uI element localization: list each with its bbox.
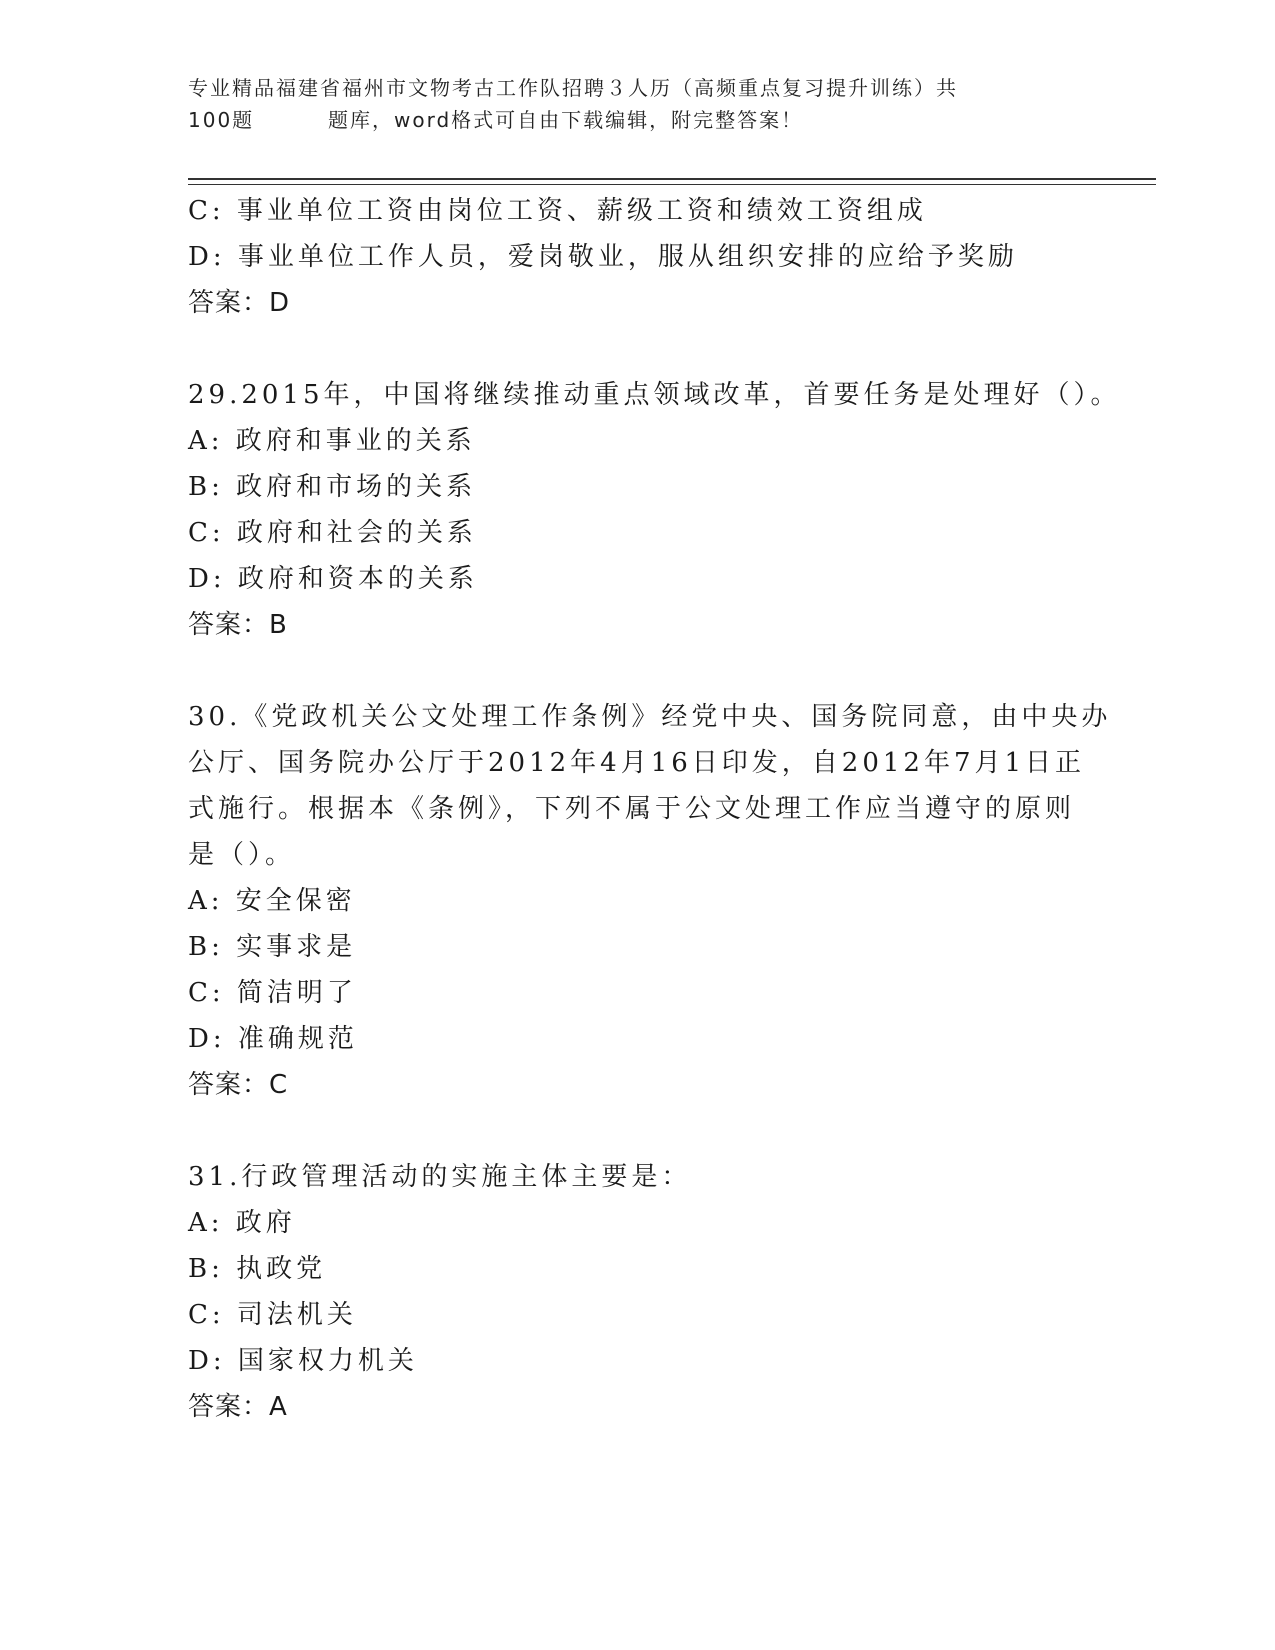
option-c: C: 政府和社会的关系 <box>188 518 477 548</box>
option-a: A: 政府和事业的关系 <box>188 426 476 456</box>
option-b: B: 政府和市场的关系 <box>188 472 477 502</box>
answer-line: 答案：B <box>188 610 288 640</box>
option-d: D: 政府和资本的关系 <box>188 564 478 594</box>
question-stem-line-2: 公厅、国务院办公厅于2012年4月16日印发，自2012年7月1日正 <box>188 748 1086 778</box>
header-question-count: 100题 <box>188 108 255 132</box>
document-header <box>188 72 1068 136</box>
header-title-line: 专业精品福建省福州市文物考古工作队招聘３人历（高频重点复习提升训练）共 <box>188 76 958 100</box>
question-stem-line-3: 式施行。根据本《条例》，下列不属于公文处理工作应当遵守的原则 <box>188 794 1076 824</box>
option-d: D: 事业单位工作人员，爱岗敬业，服从组织安排的应给予奖励 <box>188 242 1018 272</box>
header-divider-thick <box>188 178 1156 180</box>
document-body <box>188 188 1121 1430</box>
option-c: C: 简洁明了 <box>188 978 357 1008</box>
header-subtitle-line <box>188 104 1068 136</box>
option-a: A: 政府 <box>188 1208 296 1238</box>
option-d: D: 准确规范 <box>188 1024 358 1054</box>
answer-line: 答案：D <box>188 288 291 318</box>
question-31 <box>188 1154 1088 1430</box>
spacer <box>188 648 1088 694</box>
option-d: D: 国家权力机关 <box>188 1346 418 1376</box>
option-a: A: 安全保密 <box>188 886 356 916</box>
spacer <box>188 1108 1088 1154</box>
question-stem: 31.行政管理活动的实施主体主要是： <box>188 1162 692 1192</box>
option-b: B: 实事求是 <box>188 932 357 962</box>
question-28-tail <box>188 188 1088 326</box>
option-c: C: 司法机关 <box>188 1300 357 1330</box>
question-stem: 29.2015年，中国将继续推动重点领域改革，首要任务是处理好（）。 <box>188 380 1121 410</box>
option-b: B: 执政党 <box>188 1254 327 1284</box>
question-stem-line-4: 是（）。 <box>188 840 296 870</box>
answer-line: 答案：A <box>188 1392 288 1422</box>
spacer <box>188 326 1088 372</box>
question-stem-line-1: 30.《党政机关公文处理工作条例》经党中央、国务院同意，由中央办 <box>188 702 1112 732</box>
option-c: C: 事业单位工资由岗位工资、薪级工资和绩效工资组成 <box>188 196 927 226</box>
header-divider-thin <box>188 184 1156 185</box>
header-description: 题库，word格式可自由下载编辑，附完整答案！ <box>328 108 804 132</box>
question-30 <box>188 694 1112 1108</box>
answer-line: 答案：C <box>188 1070 289 1100</box>
question-29 <box>188 372 1121 648</box>
